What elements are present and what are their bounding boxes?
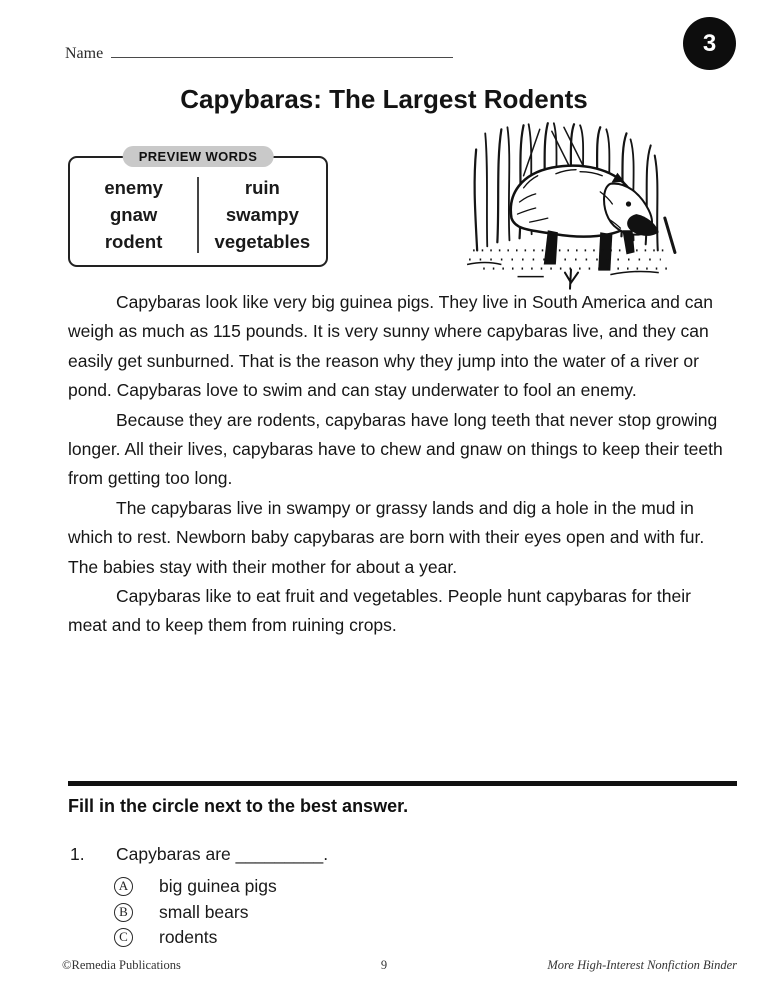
preview-word: enemy [104,177,163,198]
page-number-badge-text: 3 [702,29,717,57]
option-b-label: small bears [159,901,249,922]
answer-options [114,874,328,951]
preview-words-box [68,149,328,267]
footer-page-number: 9 [380,958,388,972]
question-number: 1. [70,844,85,864]
preview-words-label: PREVIEW WORDS [123,146,274,167]
preview-word: vegetables [214,231,311,252]
option-a [114,874,328,900]
option-c-label: rodents [159,927,218,948]
quiz-instruction: Fill in the circle next to the best answer. [68,796,409,816]
preview-word: ruin [244,177,280,198]
preview-words-columns [70,158,326,265]
option-c-circle[interactable]: C [114,928,133,947]
paragraph-3: The capybaras live in swampy or grassy lands and dig a hole in the mud in which to rest. Newborn baby capybaras are born with their eyes open and with fur. The babies stay with their mother for about a year. [68,497,705,577]
preview-word: gnaw [109,204,158,225]
page-title: Capybaras: The Largest Rodents [180,84,588,114]
option-a-label: big guinea pigs [159,876,277,897]
page-number-badge [683,17,736,70]
preview-words-left-column [70,174,197,255]
article-body [68,288,730,641]
option-b [114,900,328,926]
option-b-circle[interactable]: B [114,903,133,922]
footer-book-title: More High-Interest Nonfiction Binder [547,958,737,972]
capybara-illustration [459,121,683,291]
preview-word: swampy [225,204,299,225]
option-a-circle[interactable]: A [114,877,133,896]
preview-word: rodent [104,231,163,252]
paragraph-2: Because they are rodents, capybaras have long teeth that never stop growing longer. All their lives, capybaras have to chew and gnaw on things to keep their teeth from getting too long. [68,409,723,489]
name-blank-line[interactable] [111,44,453,58]
paragraph-4: Capybaras like to eat fruit and vegetables. People hunt capybaras for their meat and to keep them from ruining crops. [68,586,691,636]
footer-publisher: ©Remedia Publications [62,958,181,972]
question-1 [70,844,328,951]
name-label: Name [65,45,104,62]
section-divider [68,781,737,786]
name-row [65,44,453,63]
option-c [114,925,328,951]
paragraph-1: Capybaras look like very big guinea pigs. They live in South America and can weigh as much as 115 pounds. It is very sunny where capybaras live, and they can easily get sunburned. That is the reason why they jump into the water of a river or pond. Capybaras love to swim and can stay underwater to fool an enemy. [68,292,713,401]
preview-words-right-column [199,174,326,255]
question-text: Capybaras are _________. [116,844,329,864]
